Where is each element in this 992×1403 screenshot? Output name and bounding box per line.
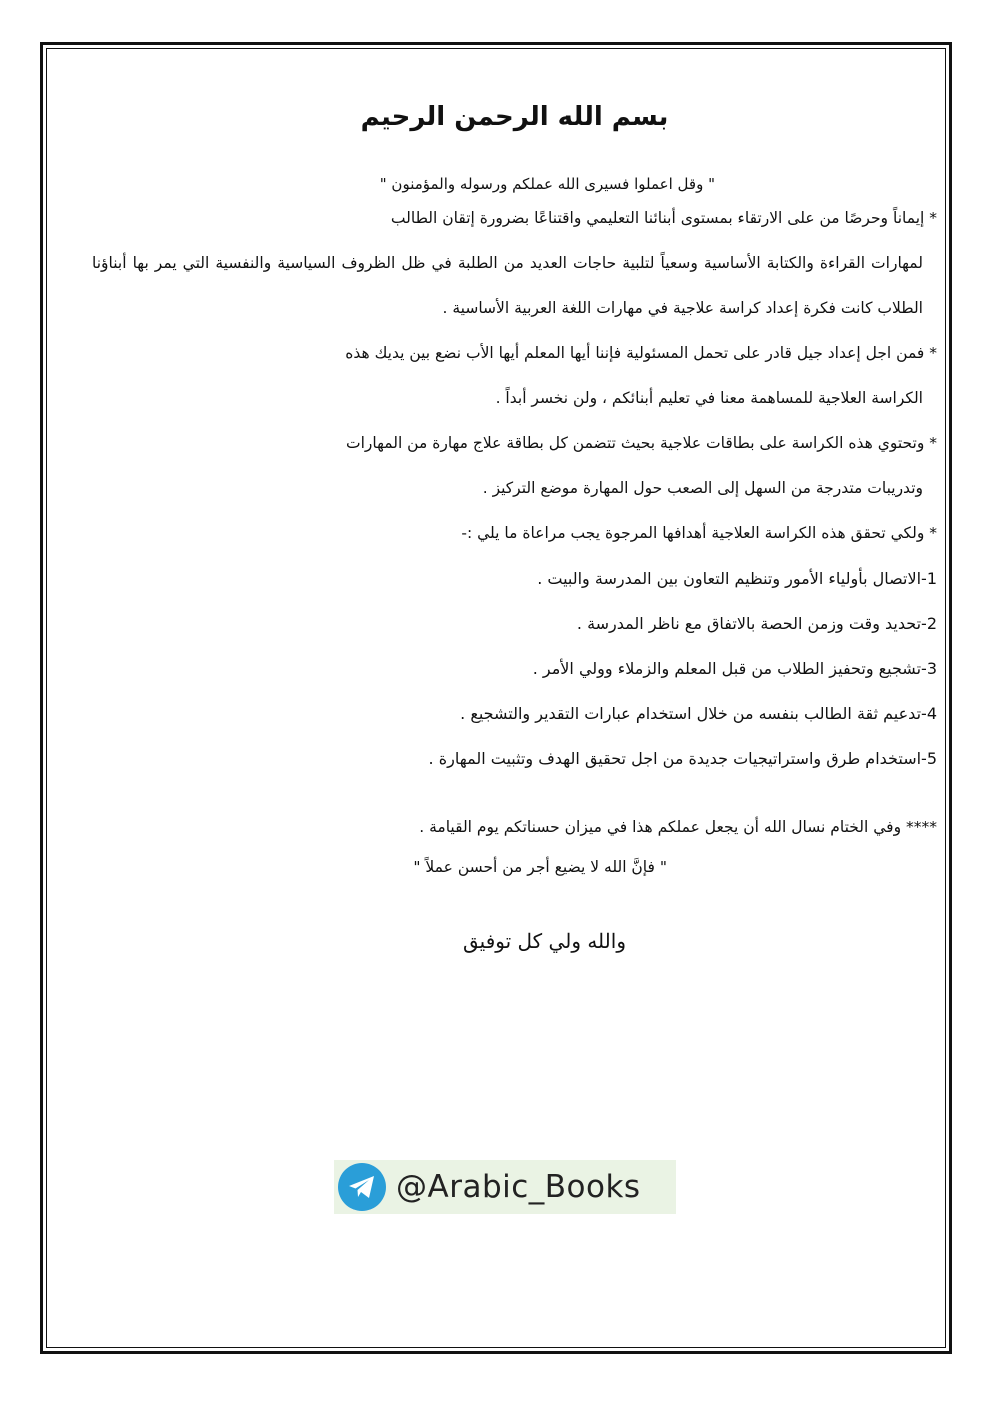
paragraph-continuation: وتدريبات متدرجة من السهل إلى الصعب حول المهارة موضع التركيز . <box>482 479 923 497</box>
list-item: 2-تحديد وقت وزمن الحصة بالاتفاق مع ناظر المدرسة . <box>576 614 937 633</box>
channel-handle: @Arabic_Books <box>396 1169 641 1205</box>
paragraph-first-line: * ولكي تحقق هذه الكراسة العلاجية أهدافها المرجوة يجب مراعاة ما يلي :- <box>461 524 937 542</box>
paragraph-first-line: * وتحتوي هذه الكراسة على بطاقات علاجية بحيث تتضمن كل بطاقة علاج مهارة من المهارات <box>346 434 937 452</box>
paragraph-continuation: لمهارات القراءة والكتابة الأساسية وسعياً لتلبية حاجات العديد من الطلبة في ظل الظروف السياسية والنفسية التي يمر بها أبناؤنا الطلاب كانت فكرة إعداد كراسة علاجية في مهارات اللغة العربية الأساسية . <box>92 254 923 317</box>
paragraph <box>92 196 937 331</box>
telegram-badge[interactable] <box>334 1160 676 1214</box>
paragraph-first-line: * إيماناً وحرصًا من على الارتقاء بمستوى أبنائنا التعليمي واقتناعًا بضرورة إتقان الطالب <box>390 209 937 227</box>
list-item: 4-تدعيم ثقة الطالب بنفسه من خلال استخدام عبارات التقدير والتشجيع . <box>460 704 937 723</box>
page-title: بسم الله الرحمن الرحيم <box>360 102 669 132</box>
list-item: 3-تشجيع وتحفيز الطلاب من قبل المعلم والزملاء وولي الأمر . <box>532 659 937 678</box>
paragraph <box>92 511 937 556</box>
telegram-icon <box>338 1163 386 1211</box>
paragraph <box>92 421 937 511</box>
signature: والله ولي كل توفيق <box>463 929 626 953</box>
list-item: 1-الاتصال بأولياء الأمور وتنظيم التعاون بين المدرسة والبيت . <box>537 569 937 588</box>
closing-quote: " فإنَّ الله لا يضيع أجر من أحسن عملاً " <box>413 858 667 876</box>
document-body <box>92 92 937 953</box>
paragraph <box>92 331 937 421</box>
closing-text: **** وفي الختام نسال الله أن يجعل عملكم هذا في ميزان حسناتكم يوم القيامة . <box>419 818 937 836</box>
paragraph-first-line: * فمن اجل إعداد جيل قادر على تحمل المسئولية فإننا أيها المعلم أيها الأب نضع بين يديك هذه <box>345 344 937 362</box>
paragraph-continuation: الكراسة العلاجية للمساهمة معنا في تعليم أبنائكم ، ولن نخسر أبداً . <box>495 389 923 407</box>
list-item: 5-استخدام طرق واستراتيجيات جديدة من اجل تحقيق الهدف وتثبيت المهارة . <box>428 749 937 768</box>
opening-verse: " وقل اعملوا فسيرى الله عملكم ورسوله والمؤمنون " <box>379 175 715 193</box>
